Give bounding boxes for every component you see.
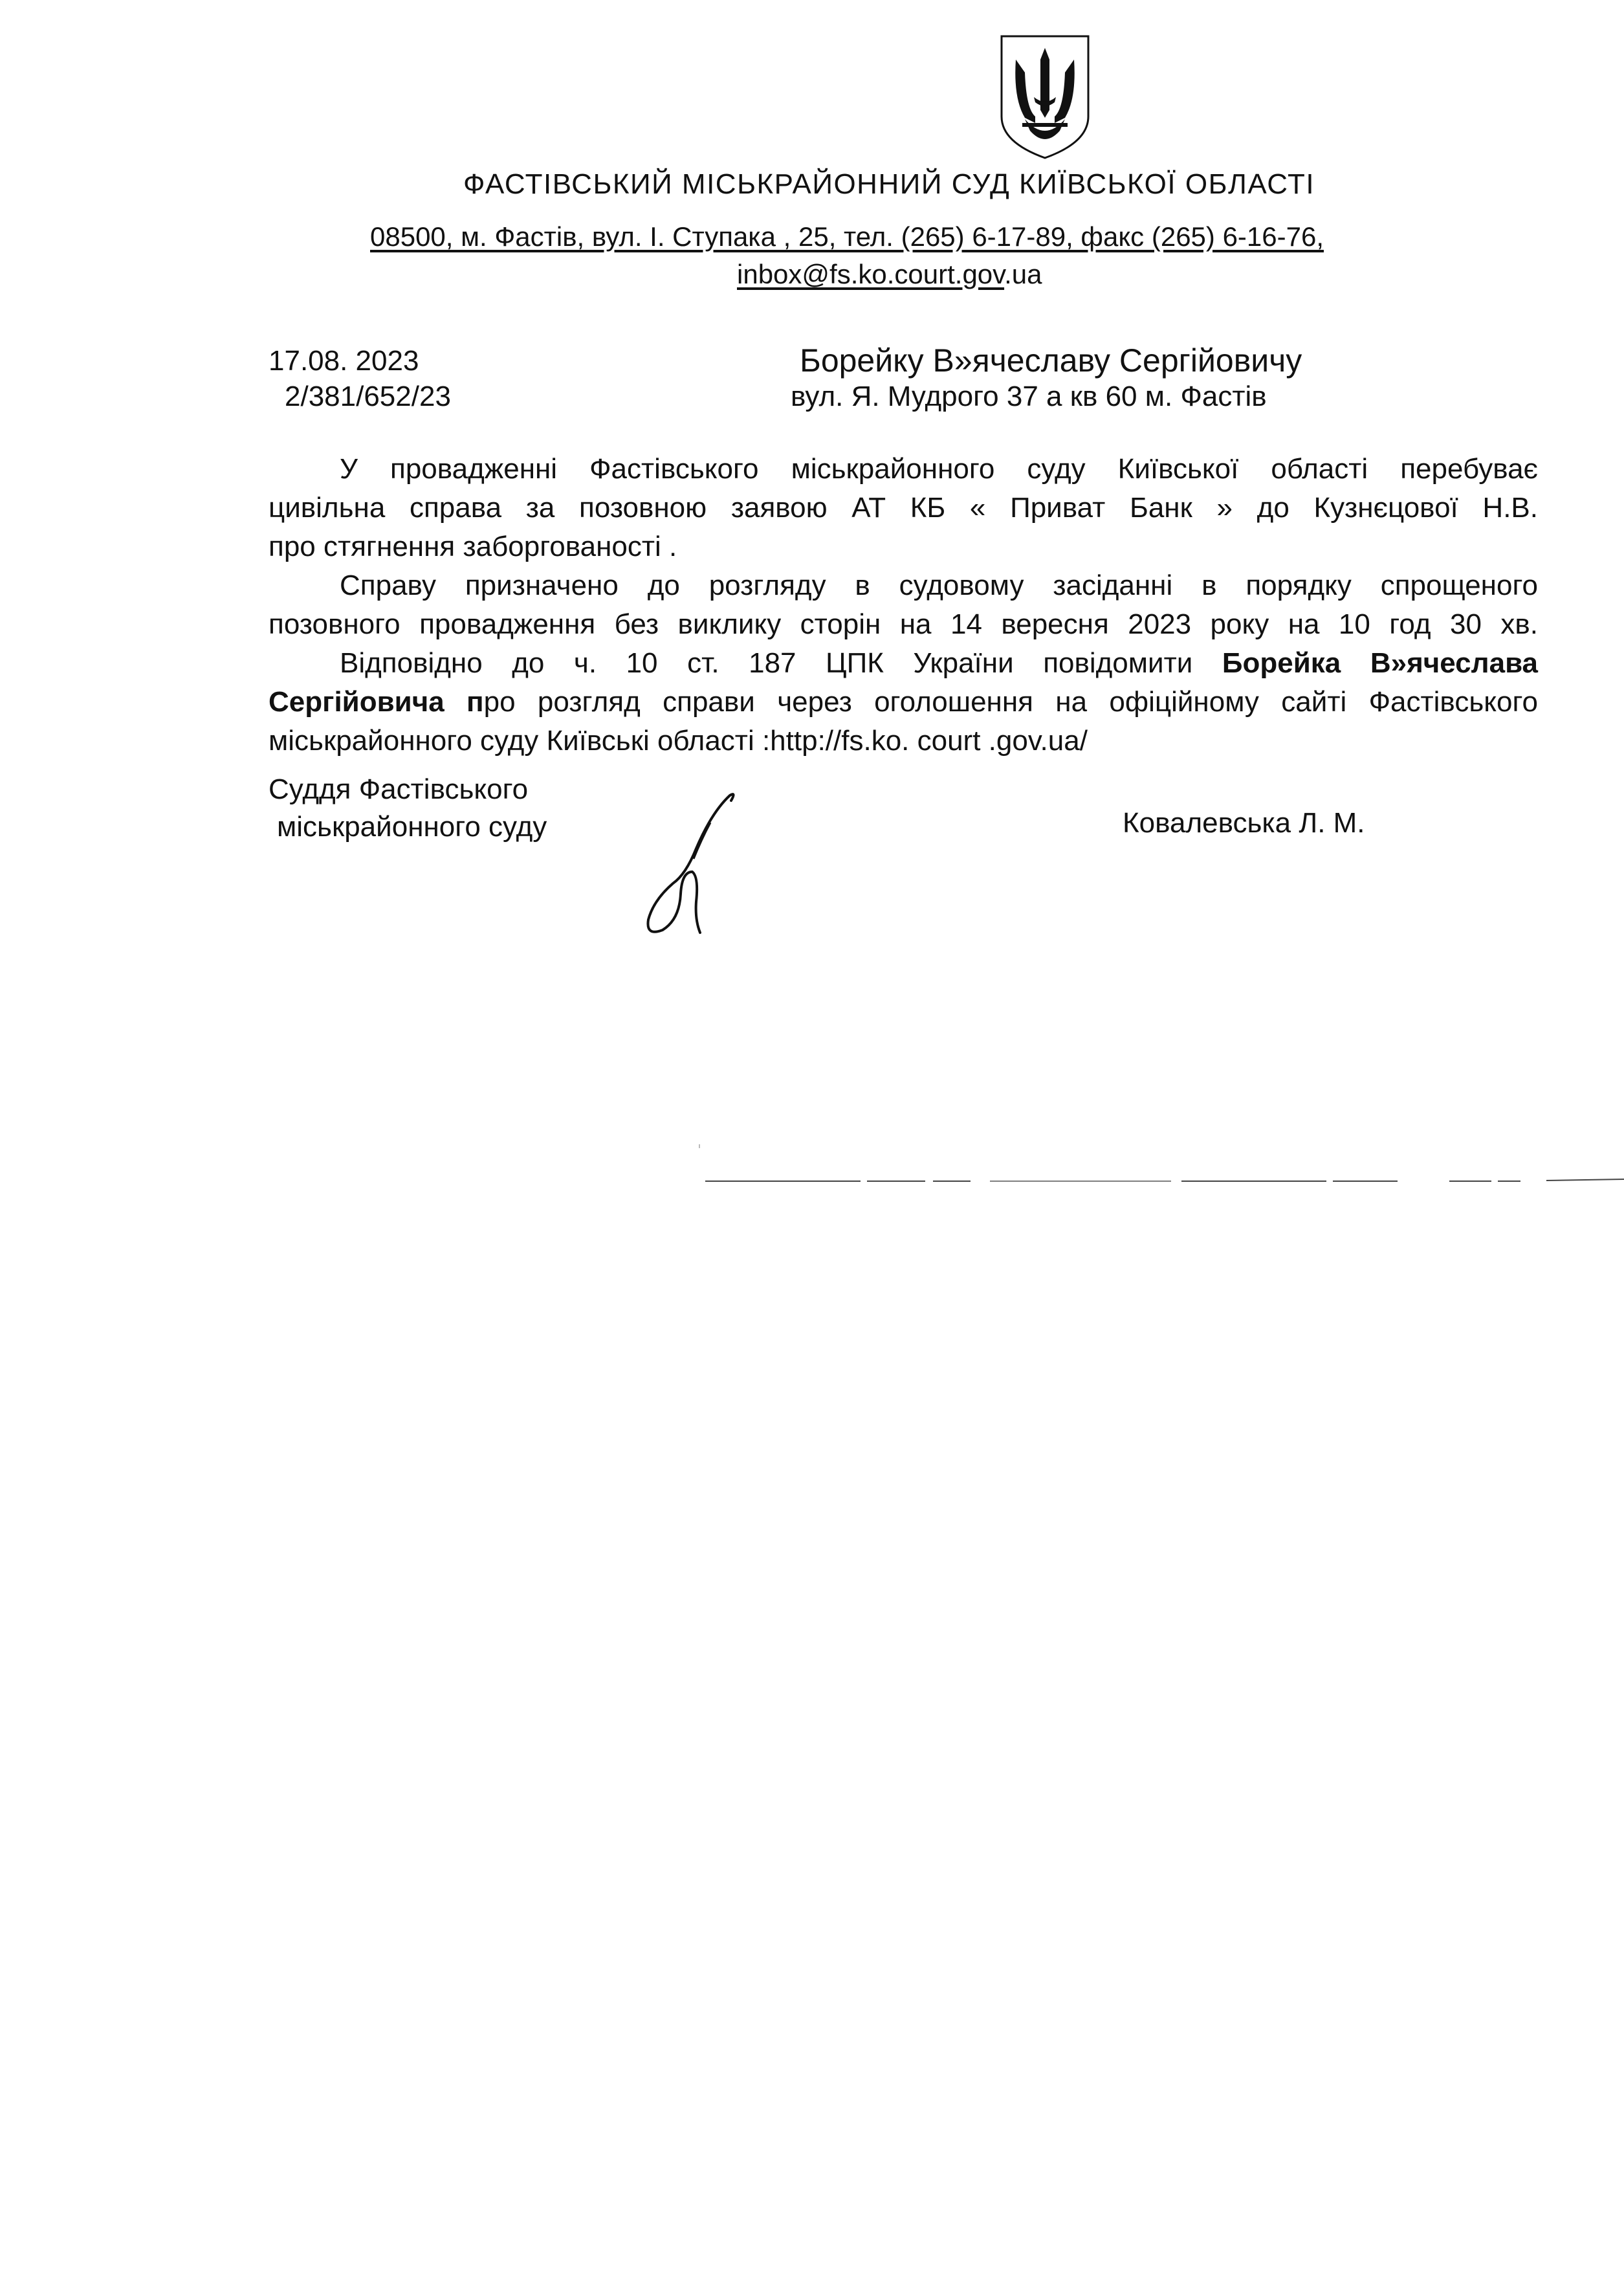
text-fragment: Відповідно до ч. 10 ст. 187 ЦПК України повідомити [340, 647, 1222, 679]
text-line: про стягнення заборгованості . [269, 531, 677, 562]
recipient-address: вул. Я. Мудрого 37 а кв 60 м. Фастів [791, 381, 1267, 412]
handwritten-signature [634, 786, 744, 942]
signer-title: Суддя Фастівського [269, 773, 529, 805]
paragraph-notification [269, 644, 1538, 760]
scan-speck [699, 1144, 700, 1148]
email-suffix: .ua [1004, 259, 1042, 289]
signer-title-court: міськрайонного суду [277, 811, 547, 843]
text-fragment: ро розгляд справи через оголошення на офіційному сайті Фастівського [483, 686, 1539, 718]
defendant-patronymic-bold: Сергійовича п [269, 686, 484, 718]
text-line: позовного провадження без виклику сторін на 14 вересня 2023 року на 10 год 30 хв. [269, 608, 1538, 640]
case-number: 2/381/652/23 [285, 381, 451, 412]
court-email [737, 259, 1042, 290]
text-line: цивільна справа за позовною заявою АТ КБ « Приват Банк » до Кузнєцової Н.В. [269, 492, 1538, 524]
paragraph-hearing-date [269, 566, 1538, 644]
letter-date: 17.08. 2023 [269, 345, 419, 377]
text-line [269, 683, 1538, 722]
court-name: ФАСТІВСЬКИЙ МІСЬКРАЙОННИЙ СУД КИЇВСЬКОЇ ОБЛАСТІ [463, 168, 1315, 200]
judge-name: Ковалевська Л. М. [1123, 807, 1365, 839]
recipient-name: Борейку В»ячеславу Сергійовичу [800, 342, 1302, 379]
ukraine-trident-icon [996, 34, 1093, 161]
defendant-name-bold: Борейка В»ячеслава [1222, 647, 1539, 679]
scan-artifact-lines [705, 1178, 1624, 1184]
court-address: 08500, м. Фастів, вул. І. Ступака , 25, тел. (265) 6-17-89, факс (265) 6-16-76, [370, 221, 1324, 252]
text-line [269, 644, 1538, 683]
text-line: У провадженні Фастівського міськрайонного суду Київської області перебуває [340, 453, 1538, 485]
paragraph-case-info [269, 450, 1538, 566]
text-line: міськрайонного суду Київські області :http://fs.ko. court .gov.ua/ [269, 725, 1088, 757]
text-line: Справу призначено до розгляду в судовому засіданні в порядку спрощеного [340, 570, 1538, 601]
email-local: inbox@fs.ko.court.gov [737, 259, 1005, 289]
